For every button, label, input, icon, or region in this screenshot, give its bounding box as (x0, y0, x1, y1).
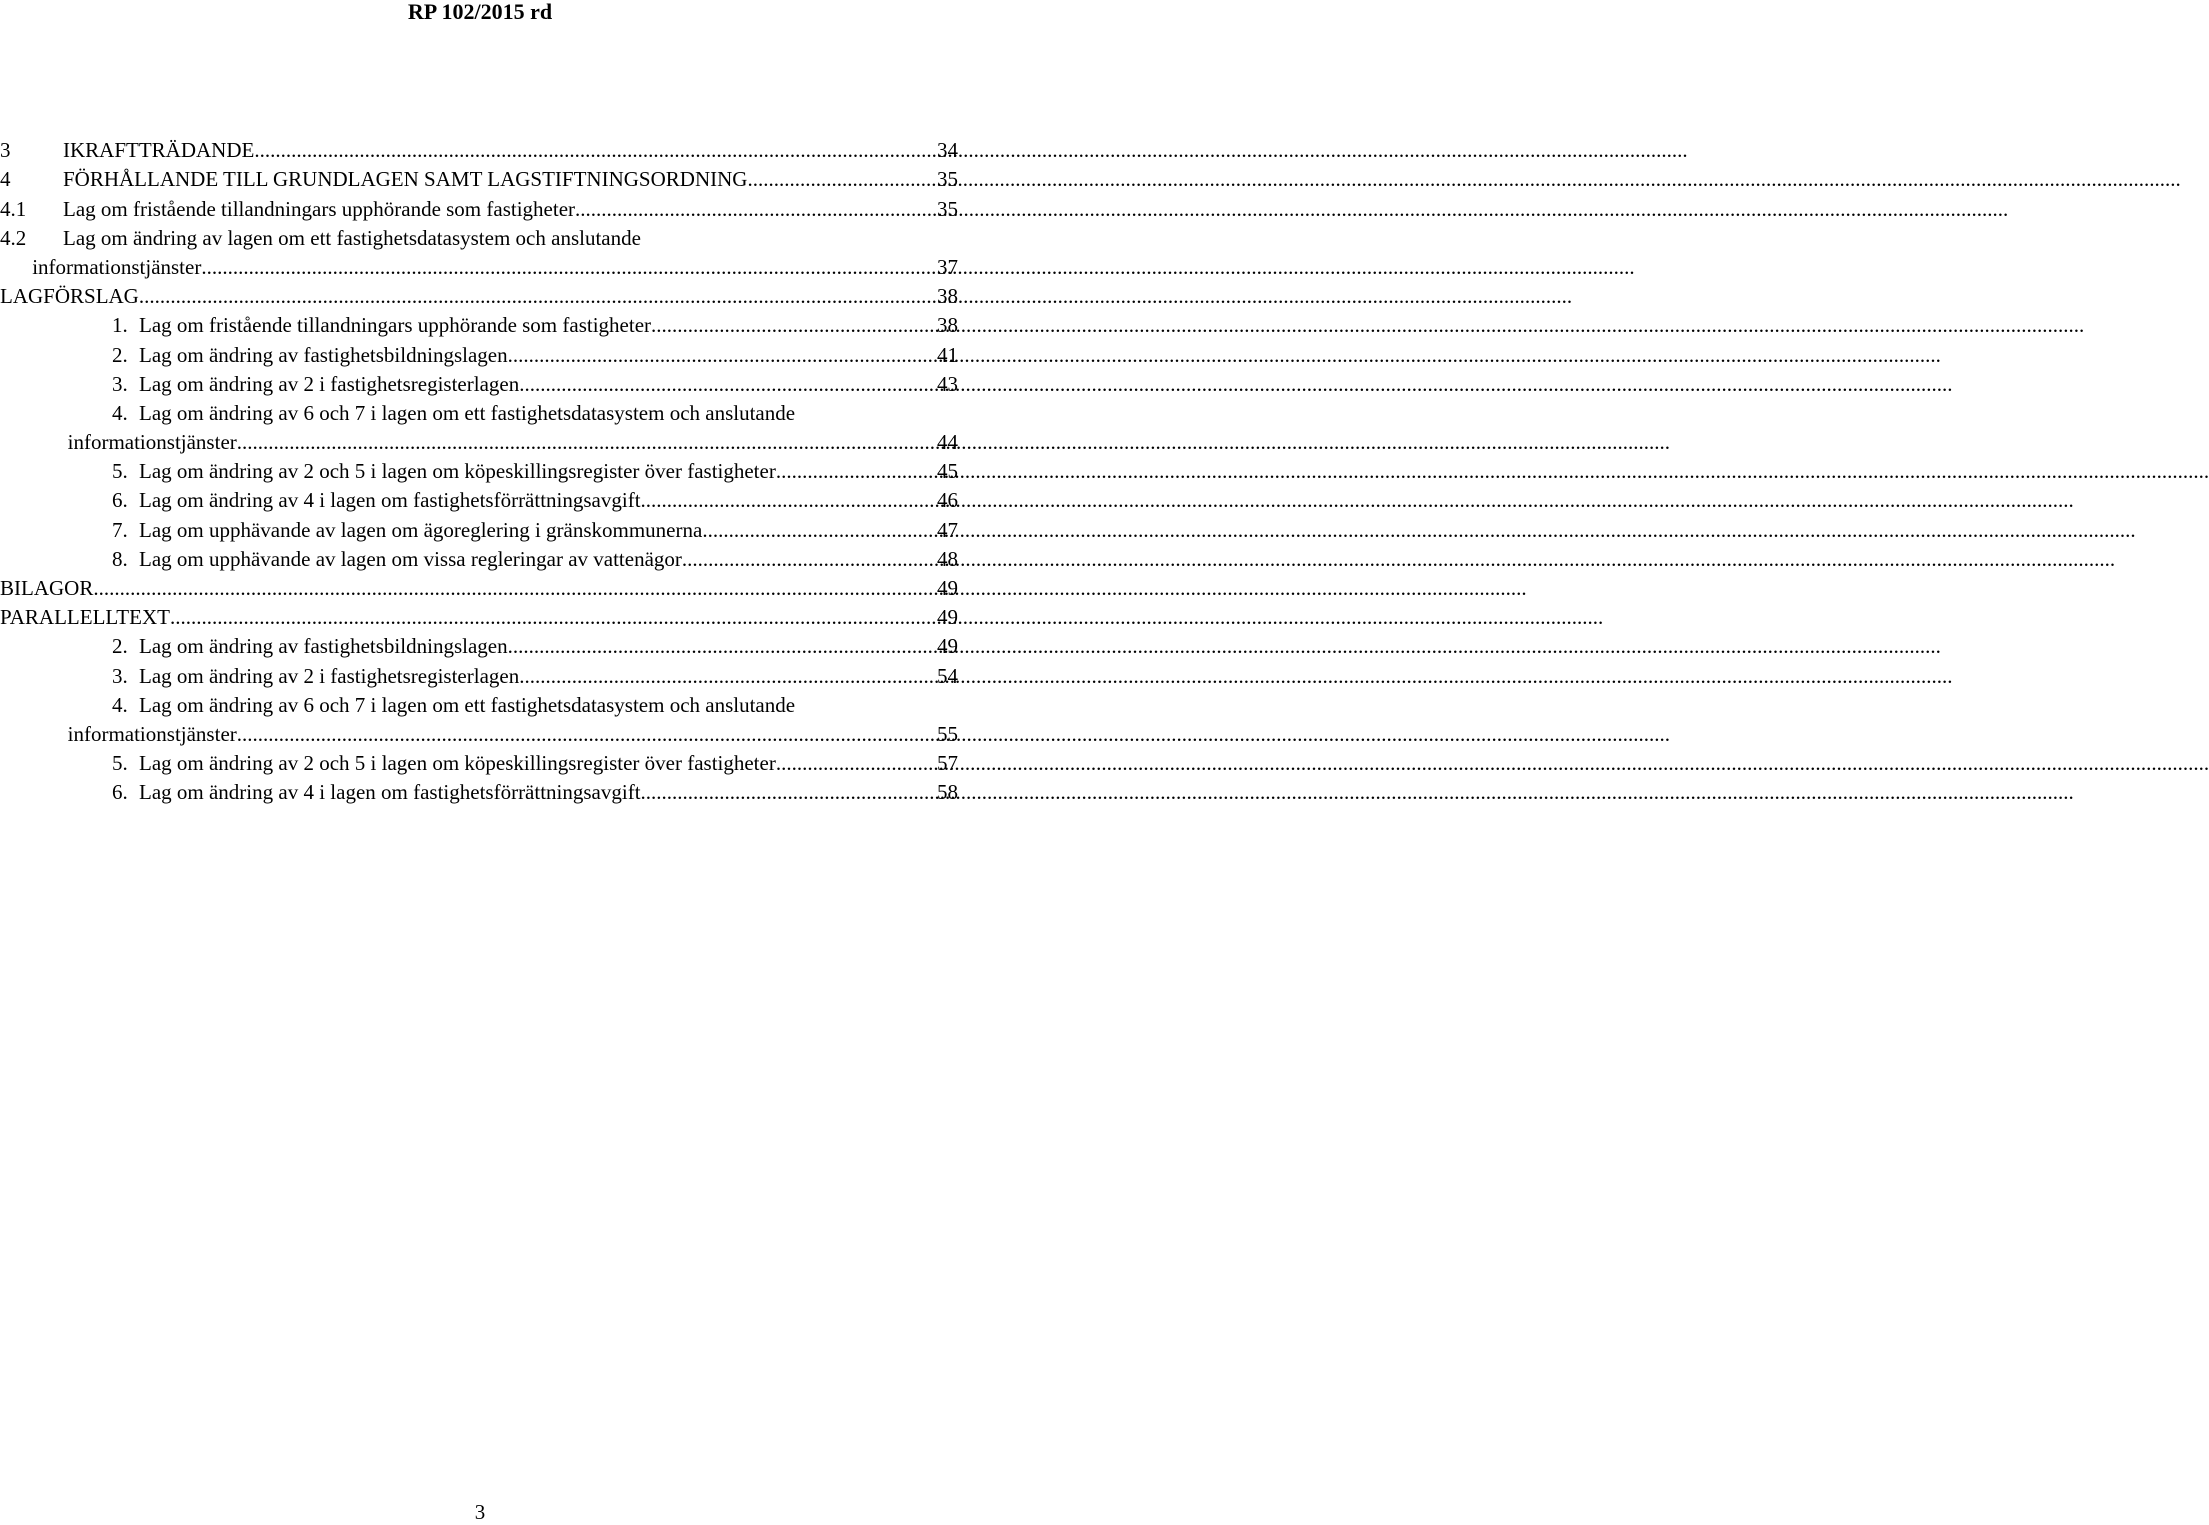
toc-line (0, 134, 958, 163)
toc-line (0, 776, 958, 805)
toc-title: Lag om upphävande av lagen om ägoreglering i gränskommunerna (139, 517, 703, 542)
toc-number: 3. (112, 663, 128, 688)
toc-line (0, 192, 958, 221)
toc-line (0, 426, 958, 455)
toc-title: FÖRHÅLLANDE TILL GRUNDLAGEN SAMT LAGSTIFTNINGSORDNING (63, 167, 748, 192)
toc-entry[interactable] (0, 134, 958, 163)
toc-number: 8. (112, 546, 128, 571)
toc-title: PARALLELLTEXT (0, 605, 170, 630)
toc-line (0, 309, 958, 338)
dot-leader (776, 751, 934, 776)
dot-leader (641, 780, 934, 805)
toc-page-number: 35 (937, 167, 958, 192)
toc-entry[interactable] (0, 338, 958, 367)
toc-number: 5. (112, 751, 128, 776)
toc-title: informationstjänster (67, 430, 237, 455)
toc-line (0, 484, 958, 513)
toc-entry[interactable] (0, 659, 958, 688)
toc-entry[interactable] (0, 280, 958, 309)
toc-title: BILAGOR (0, 576, 94, 600)
toc-line (0, 163, 958, 192)
toc-title: Lag om ändring av lagen om ett fastighetsdatasystem och anslutande (63, 225, 641, 250)
dot-leader (508, 634, 934, 659)
toc-title: Lag om fristående tillandningars upphörande som fastigheter (139, 313, 652, 338)
toc-entry[interactable] (0, 630, 958, 659)
toc-page-number: 54 (937, 663, 958, 688)
dot-leader (170, 605, 934, 630)
toc-title: Lag om ändring av 6 och 7 i lagen om ett fastighetsdatasystem och anslutande (139, 400, 796, 425)
toc-number: 3. (112, 371, 128, 396)
dot-leader (93, 576, 934, 601)
toc-title: informationstjänster (32, 254, 202, 279)
toc-entry[interactable] (0, 776, 958, 805)
toc-line (0, 338, 958, 367)
toc-title: Lag om ändring av fastighetsbildningslagen (139, 634, 508, 659)
toc-line (0, 572, 958, 601)
toc-entry[interactable] (0, 455, 958, 484)
toc-page-number: 35 (937, 196, 958, 221)
dot-leader (702, 518, 934, 543)
toc-entry[interactable] (0, 747, 958, 776)
toc-title: Lag om ändring av fastighetsbildningslagen (139, 342, 508, 367)
toc-line (0, 251, 958, 280)
toc-title: Lag om ändring av 2 i fastighetsregisterlagen (139, 371, 520, 396)
toc-page-number: 49 (937, 605, 958, 630)
toc-title: Lag om ändring av 4 i lagen om fastighetsförrättningsavgift (139, 780, 641, 805)
dot-leader (519, 664, 934, 689)
toc-number: 5. (112, 459, 128, 484)
toc-entry[interactable] (0, 601, 958, 630)
toc-line (0, 280, 958, 309)
toc-line (0, 689, 958, 718)
toc-number: 4.2 (0, 225, 27, 250)
toc-entry[interactable] (0, 689, 958, 747)
toc-entry[interactable] (0, 309, 958, 338)
table-of-contents (0, 134, 958, 805)
toc-entry[interactable] (0, 397, 958, 455)
toc-line (0, 397, 958, 426)
toc-line (0, 368, 958, 397)
toc-entry[interactable] (0, 368, 958, 397)
toc-page-number: 57 (937, 751, 958, 776)
toc-number: 7. (112, 517, 128, 542)
toc-number: 2. (112, 342, 128, 367)
dot-leader (519, 372, 934, 397)
dot-leader (651, 313, 934, 338)
toc-entry[interactable] (0, 163, 958, 192)
toc-page-number: 46 (937, 488, 958, 513)
toc-line (0, 659, 958, 688)
toc-line (0, 543, 958, 572)
toc-entry[interactable] (0, 572, 958, 601)
toc-page-number: 41 (937, 342, 958, 367)
toc-entry[interactable] (0, 484, 958, 513)
toc-number: 4 (0, 167, 11, 192)
toc-title: informationstjänster (67, 721, 237, 746)
dot-leader (237, 722, 934, 747)
toc-page-number: 37 (937, 254, 958, 279)
toc-number: 4.1 (0, 196, 27, 221)
toc-title: Lag om fristående tillandningars upphörande som fastigheter (63, 196, 576, 221)
toc-entry[interactable] (0, 222, 958, 280)
toc-page-number: 58 (937, 780, 958, 805)
dot-leader (201, 255, 934, 280)
toc-line (0, 601, 958, 630)
dot-leader (139, 284, 934, 309)
toc-line (0, 513, 958, 542)
toc-page-number: 43 (937, 371, 958, 396)
dot-leader (682, 547, 934, 572)
toc-title: IKRAFTTRÄDANDE (63, 138, 255, 163)
toc-title: Lag om ändring av 4 i lagen om fastighetsförrättningsavgift (139, 488, 641, 513)
toc-entry[interactable] (0, 192, 958, 221)
toc-title: Lag om upphävande av lagen om vissa regleringar av vattenägor (139, 546, 682, 571)
toc-page-number: 38 (937, 284, 958, 309)
dot-leader (508, 343, 934, 368)
toc-page-number: 49 (937, 576, 958, 600)
toc-page-number: 38 (937, 313, 958, 338)
page-number: 3 (474, 1500, 486, 1524)
toc-line (0, 718, 958, 747)
toc-page-number: 45 (937, 459, 958, 484)
toc-number: 2. (112, 634, 128, 659)
toc-page-number: 44 (937, 430, 958, 455)
dot-leader (641, 488, 934, 513)
toc-page-number: 48 (937, 546, 958, 571)
toc-page-number: 55 (937, 721, 958, 746)
toc-line (0, 747, 958, 776)
toc-line (0, 455, 958, 484)
toc-number: 6. (112, 488, 128, 513)
toc-page-number: 47 (937, 517, 958, 542)
dot-leader (747, 167, 934, 192)
toc-title: Lag om ändring av 2 och 5 i lagen om köpeskillingsregister över fastigheter (139, 751, 776, 776)
dot-leader (237, 430, 934, 455)
toc-page-number: 49 (937, 634, 958, 659)
dot-leader (776, 459, 934, 484)
page-header: RP 102/2015 rd (407, 0, 553, 24)
toc-title: Lag om ändring av 2 och 5 i lagen om köpeskillingsregister över fastigheter (139, 459, 776, 484)
toc-title: Lag om ändring av 6 och 7 i lagen om ett fastighetsdatasystem och anslutande (139, 692, 796, 717)
toc-number: 4. (112, 692, 128, 717)
toc-number: 4. (112, 400, 128, 425)
toc-line (0, 222, 958, 251)
toc-entry[interactable] (0, 513, 958, 542)
toc-number: 1. (112, 313, 128, 338)
dot-leader (575, 197, 934, 222)
toc-number: 6. (112, 780, 128, 805)
toc-number: 3 (0, 138, 11, 163)
toc-title: LAGFÖRSLAG (0, 284, 139, 309)
toc-page-number: 34 (937, 138, 958, 163)
toc-line (0, 630, 958, 659)
toc-entry[interactable] (0, 543, 958, 572)
toc-title: Lag om ändring av 2 i fastighetsregisterlagen (139, 663, 520, 688)
dot-leader (254, 138, 934, 163)
